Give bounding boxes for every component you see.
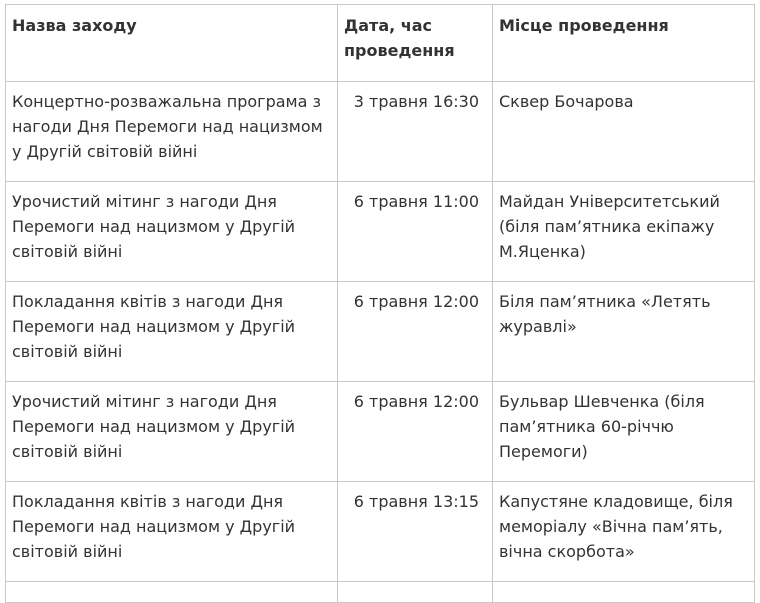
event-date-cell: 3 травня 16:30 xyxy=(338,82,493,182)
empty-cell xyxy=(6,582,338,603)
header-event-name: Назва заходу xyxy=(6,5,338,82)
header-place: Місце проведення xyxy=(493,5,755,82)
events-table xyxy=(5,4,755,603)
event-place-cell: Біля пам’ятника «Летять журавлі» xyxy=(493,282,755,382)
event-name-cell: Концертно-розважальна програма з нагоди Дня Перемоги над нацизмом у Другій світовій війні xyxy=(6,82,338,182)
table-row xyxy=(6,82,755,182)
table-row xyxy=(6,182,755,282)
event-date-cell: 6 травня 12:00 xyxy=(338,382,493,482)
event-place-cell: Сквер Бочарова xyxy=(493,82,755,182)
event-place-cell: Майдан Університетський (біля пам’ятника екіпажу М.Яценка) xyxy=(493,182,755,282)
event-name-cell: Урочистий мітинг з нагоди Дня Перемоги над нацизмом у Другій світовій війні xyxy=(6,382,338,482)
header-row xyxy=(6,5,755,82)
event-name-cell: Покладання квітів з нагоди Дня Перемоги над нацизмом у Другій світовій війні xyxy=(6,282,338,382)
empty-cell xyxy=(493,582,755,603)
table-row xyxy=(6,282,755,382)
header-date-time: Дата, час проведення xyxy=(338,5,493,82)
table-row-cut-off xyxy=(6,582,755,603)
event-date-cell: 6 травня 11:00 xyxy=(338,182,493,282)
empty-cell xyxy=(338,582,493,603)
table-header xyxy=(6,5,755,82)
table-row xyxy=(6,382,755,482)
event-date-cell: 6 травня 13:15 xyxy=(338,482,493,582)
event-place-cell: Капустяне кладовище, біля меморіалу «Вічна пам’ять, вічна скорбота» xyxy=(493,482,755,582)
event-place-cell: Бульвар Шевченка (біля пам’ятника 60-річчю Перемоги) xyxy=(493,382,755,482)
table-body xyxy=(6,82,755,603)
event-date-cell: 6 травня 12:00 xyxy=(338,282,493,382)
event-name-cell: Покладання квітів з нагоди Дня Перемоги над нацизмом у Другій світовій війні xyxy=(6,482,338,582)
table-row xyxy=(6,482,755,582)
events-table-container xyxy=(5,4,754,603)
event-name-cell: Урочистий мітинг з нагоди Дня Перемоги над нацизмом у Другій світовій війні xyxy=(6,182,338,282)
